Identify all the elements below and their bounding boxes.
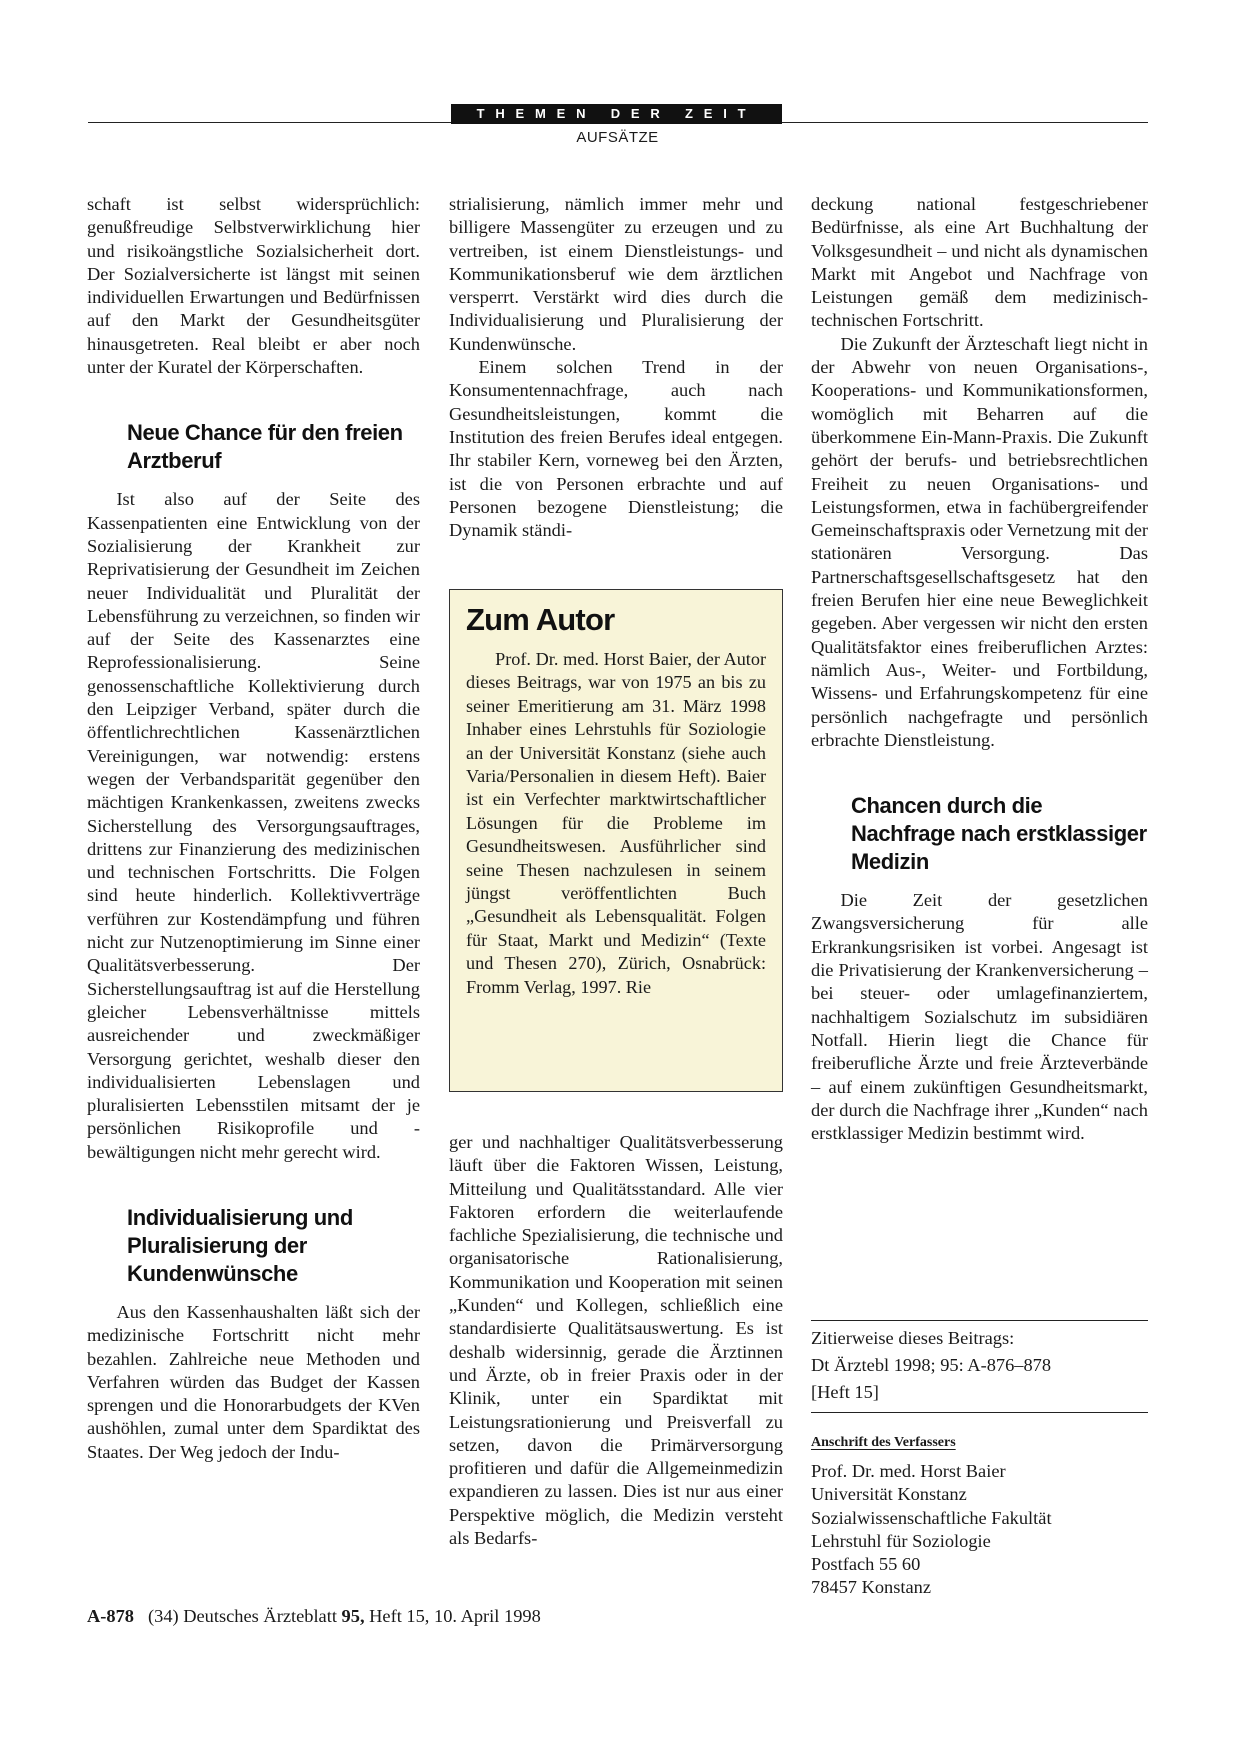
footer-volume: 95,	[341, 1606, 365, 1626]
citation-block	[811, 1320, 1148, 1413]
address-lines	[811, 1460, 1148, 1600]
paragraph: deckung national festgeschriebener Bedürfnisse, als eine Art Buchhaltung der Volksgesundheit – und nicht als dynamischen Markt mit Angebot und Nachfrage von Leistungen gemäß dem medizinisch-technischen Fortschritt.	[811, 194, 1148, 331]
address-line: Prof. Dr. med. Horst Baier	[811, 1461, 1006, 1481]
address-label: Anschrift des Verfassers	[811, 1435, 956, 1450]
citation-issue: [Heft 15]	[811, 1382, 879, 1402]
address-line: Lehrstuhl für Soziologie	[811, 1530, 991, 1551]
section-category: AUFSÄTZE	[576, 129, 659, 146]
author-address	[811, 1434, 1148, 1600]
column-middle-top	[449, 193, 783, 542]
section-heading: Individualisierung und Pluralisierung der Kundenwünsche	[127, 1204, 353, 1286]
paragraph: strialisierung, nämlich immer mehr und billigere Massengüter zu erzeugen und zu vertreiben, ist einem Dienstleistungs- und Kommunikationsberuf wie dem ärztlichen versperrt. Verstärkt wird dies durch die Individualisierung und Pluralisierung der Kundenwünsche.	[449, 194, 783, 354]
page-number: A-878	[87, 1606, 134, 1626]
footer-issue-date: Heft 15, 10. April 1998	[364, 1606, 541, 1626]
section-heading: Chancen durch die Nachfrage nach erstklassiger Medizin	[851, 793, 1147, 875]
paragraph: Aus den Kassenhaushalten läßt sich der medizinische Fortschritt nicht mehr bezahlen. Zahlreiche neue Methoden und Verfahren würden das Budget der Kassen sprengen und die Honorarbudgets der KVen aushöhlen, zumal unter dem Spardiktat des Staates. Der Weg jedoch der Indu-	[87, 1301, 420, 1462]
column-left	[87, 193, 420, 1464]
column-middle-bottom	[449, 1131, 783, 1550]
section-banner: THEMEN DER ZEIT	[451, 104, 782, 124]
address-line: Postfach 55 60	[811, 1554, 921, 1575]
address-line: Universität Konstanz	[811, 1484, 967, 1505]
column-right	[811, 193, 1148, 1145]
citation-label: Zitierweise dieses Beitrags:	[811, 1328, 1015, 1348]
address-line: Sozialwissenschaftliche Fakultät	[811, 1507, 1052, 1528]
paragraph: Ist also auf der Seite des Kassenpatienten eine Entwicklung von der Sozialisierung der Krankheit zur Reprivatisierung der Gesundheit im Zeichen neuer Individualität und Pluralität der Lebensführung zu verzeichnen, so finden wir auf der Seite des Kassenarztes eine Reprofessionalisierung. Seine genossenschaftliche Kollektivierung durch den Leipziger Verband, später durch die öffentlichrechtlichen Kassenärztlichen Vereinigungen, war notwendig: erstens wegen der Verbandsparität gegenüber den mächtigen Krankenkassen, zweitens zwecks Sicherstellung des Versorgungsauftrages, drittens zur Finanzierung des medizinischen und technischen Fortschritts. Die Folgen sind heute hinderlich. Kollektivverträge verführen zur Kostendämpfung und führen nicht zur Nutzenoptimierung im Sinne einer Qualitätsverbesserung. Der Sicherstellungsauftrag ist auf die Herstellung gleicher Lebensverhältnisse mittels ausreichender und zweckmäßiger Versorgung gerichtet, weshalb dieser den individualisierten Lebenslagen und pluralisierten Lebensstilen mitsamt der je persönlichen Risikoprofile und -bewältigungen nicht mehr gerecht wird.	[87, 489, 420, 1162]
address-line: 78457 Konstanz	[811, 1577, 932, 1598]
paragraph: Die Zeit der gesetzlichen Zwangsversicherung für alle Erkrankungsrisiken ist vorbei. Angesagt ist die Privatisierung der Krankenversicherung – bei steuer- oder umlagefinanziertem, nachhaltigem Sozialschutz im subsidiären Notfall. Hierin liegt die Chance für freiberufliche Ärzte und freie Ärzteverbände – auf einem zukünftigen Gesundheitsmarkt, der durch die Nachfrage ihrer „Kunden“ nach erstklassiger Medizin bestimmt wird.	[811, 890, 1148, 1144]
page-footer	[87, 1606, 541, 1627]
paragraph: Die Zukunft der Ärzteschaft liegt nicht in der Abwehr von neuen Organisations-, Kooperations- und Kommunikationsformen, womöglich mit Beharren auf die überkommene Ein-Mann-Praxis. Die Zukunft gehört der berufs- und betriebsrechtlichen Freiheit zu neuen Organisations- und Leistungsformen, etwa in fachübergreifender Gemeinschaftspraxis oder Vernetzung mit der stationären Versorgung. Das Partnerschaftsgesellschaftsgesetz hat den freien Berufen hier eine neue Beweglichkeit gegeben. Aber vergessen wir nicht den ersten Qualitätsfaktor eines freiberuflichen Arztes: nämlich Aus-, Weiter- und Fortbildung, Wissens- und Erfahrungskompetenz für eine persönlich nachgefragte und persönlich erbrachte Dienstleistung.	[811, 333, 1148, 750]
paragraph: schaft ist selbst widersprüchlich: genußfreudige Selbstverwirklichung hier und risikoängstliche Sozialsicherheit dort. Der Sozialversicherte ist längst mit seinen individuellen Erwartungen und Bedürfnissen auf den Markt der Gesundheitsgüter hinausgetreten. Real bleibt er aber noch unter der Kuratel der Körperschaften.	[87, 194, 420, 378]
footer-journal: (34) Deutsches Ärzteblatt	[148, 1606, 342, 1626]
section-heading: Neue Chance für den freien Arztberuf	[127, 420, 403, 474]
paragraph: ger und nachhaltiger Qualitätsverbesserung läuft über die Faktoren Wissen, Leistung, Mitteilung und Qualitätsstandard. Alle vier Faktoren erfordern die weiterlaufende fachliche Spezialisierung, die technische und organisatorische Rationalisierung, Kommunikation und Kooperation mit seinen „Kunden“ und Kollegen, schließlich eine standardisierte Qualitätsauswertung. Es ist deshalb widersinnig, gerade die Ärztinnen und Ärzte, ob in freier Praxis oder in der Klinik, unter ein Spardiktat mit Leistungsrationierung und Preisverfall zu setzen, davon die Primärversorgung profitieren und dafür die Allgemeinmedizin expandieren zu lassen. Dies ist nur aus einer Perspektive möglich, die Medizin versteht als Bedarfs-	[449, 1132, 783, 1549]
author-info-box	[449, 589, 783, 1092]
author-box-text: Prof. Dr. med. Horst Baier, der Autor dieses Beitrags, war von 1975 an bis zu seiner Emeritierung am 31. März 1998 Inhaber eines Lehrstuhls für Soziologie an der Universität Konstanz (siehe auch Varia/Personalien in diesem Heft). Baier ist ein Verfechter marktwirtschaftlicher Lösungen für die Probleme im Gesundheitswesen. Ausführlicher sind seine Thesen nachzulesen in seinem jüngst veröffentlichten Buch „Gesundheit als Lebensqualität. Folgen für Staat, Markt und Medizin“ (Texte und Thesen 270), Zürich, Osnabrück: Fromm Verlag, 1997. Rie	[466, 649, 766, 997]
author-box-title: Zum Autor	[466, 602, 615, 637]
paragraph: Einem solchen Trend in der Konsumentennachfrage, auch nach Gesundheitsleistungen, kommt die Institution des freien Berufes ideal entgegen. Ihr stabiler Kern, vorneweg bei den Ärzten, ist die von Personen erbrachte und auf Personen bezogene Dienstleistung; die Dynamik ständi-	[449, 357, 783, 541]
citation-reference: Dt Ärztebl 1998; 95: A-876–878	[811, 1355, 1052, 1375]
